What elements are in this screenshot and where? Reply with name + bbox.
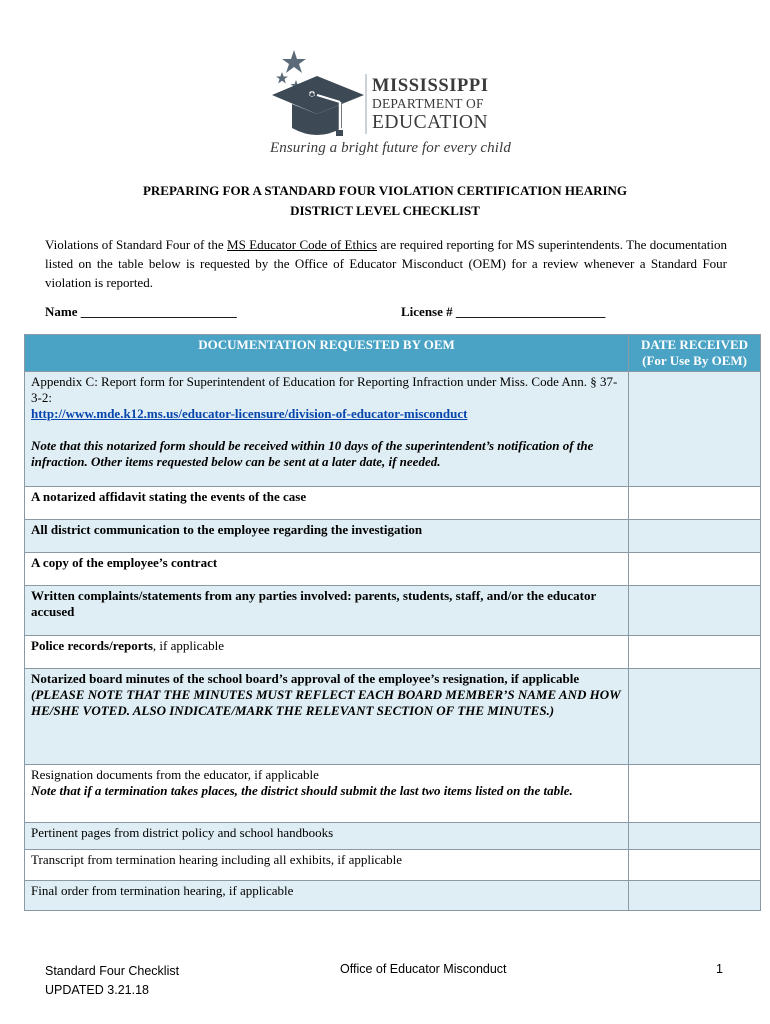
misconduct-division-link[interactable]: http://www.mde.k12.ms.us/educator-licensure/division-of-educator-misconduct bbox=[31, 406, 468, 421]
footer-document-name: Standard Four Checklist bbox=[45, 964, 180, 978]
date-received-cell[interactable] bbox=[629, 372, 761, 487]
date-received-cell[interactable] bbox=[629, 881, 761, 911]
table-row bbox=[25, 487, 761, 520]
table-row bbox=[25, 669, 761, 765]
table-row bbox=[25, 823, 761, 850]
name-field[interactable]: Name ________________________ bbox=[45, 304, 237, 319]
date-received-cell[interactable] bbox=[629, 669, 761, 765]
document-title: PREPARING FOR A STANDARD FOUR VIOLATION CERTIFICATION HEARING bbox=[142, 183, 628, 198]
row-resignation-note: Note that if a termination takes places, the district should submit the last two items listed on the table. bbox=[31, 783, 573, 798]
date-received-cell[interactable] bbox=[629, 850, 761, 881]
row-police-records bbox=[25, 636, 629, 669]
intro-text-after: are required reporting for MS superintendents. The documentation listed on the table below is requested by the Office of Educator Misconduct (OEM) for a review whenever a Standard Four violation is reported. bbox=[45, 237, 727, 290]
table-row bbox=[25, 372, 761, 487]
row-police-records-suffix: , if applicable bbox=[152, 638, 225, 653]
graduation-cap-icon bbox=[272, 76, 364, 136]
logo-line-mississippi: MISSISSIPPI bbox=[372, 76, 489, 96]
header-date-line1: DATE RECEIVED bbox=[641, 337, 749, 352]
table-row bbox=[25, 881, 761, 911]
logo-line-education: EDUCATION bbox=[372, 112, 489, 133]
row-transcript: Transcript from termination hearing including all exhibits, if applicable bbox=[25, 850, 629, 881]
row-appendix-c-note: Note that this notarized form should be received within 10 days of the superintendent’s notification of the infraction. Other items requested below can be sent at a later date, if needed. bbox=[31, 438, 594, 469]
header-documentation: DOCUMENTATION REQUESTED BY OEM bbox=[25, 335, 629, 372]
date-received-cell[interactable] bbox=[629, 553, 761, 586]
footer-updated-date: UPDATED 3.21.18 bbox=[45, 983, 149, 997]
row-written-complaints: Written complaints/statements from any parties involved: parents, students, staff, and/or the educator accused bbox=[25, 586, 629, 636]
row-policy-pages: Pertinent pages from district policy and school handbooks bbox=[25, 823, 629, 850]
header-date-received bbox=[629, 335, 761, 372]
checklist-table bbox=[24, 334, 761, 911]
table-row bbox=[25, 850, 761, 881]
date-received-cell[interactable] bbox=[629, 487, 761, 520]
footer-office: Office of Educator Misconduct bbox=[340, 962, 507, 976]
date-received-cell[interactable] bbox=[629, 520, 761, 553]
intro-paragraph bbox=[45, 235, 727, 292]
row-final-order: Final order from termination hearing, if applicable bbox=[25, 881, 629, 911]
date-received-cell[interactable] bbox=[629, 636, 761, 669]
date-received-cell[interactable] bbox=[629, 823, 761, 850]
logo-line-department: DEPARTMENT OF bbox=[372, 96, 484, 111]
date-received-cell[interactable] bbox=[629, 586, 761, 636]
table-row bbox=[25, 765, 761, 823]
header-date-line2: (For Use By OEM) bbox=[642, 353, 747, 368]
star-icon bbox=[282, 50, 306, 73]
table-header-row bbox=[25, 335, 761, 372]
row-board-minutes bbox=[25, 669, 629, 765]
date-received-cell[interactable] bbox=[629, 765, 761, 823]
row-appendix-c-text: Appendix C: Report form for Superintendent of Education for Reporting Infraction under Miss. Code Ann. § 37-3-2: bbox=[31, 374, 618, 405]
logo-tagline: Ensuring a bright future for every child bbox=[270, 140, 511, 156]
row-board-minutes-text: Notarized board minutes of the school board’s approval of the employee’s resignation, if applicable bbox=[31, 671, 580, 686]
row-police-records-text: Police records/reports bbox=[31, 638, 153, 653]
table-row bbox=[25, 553, 761, 586]
row-resignation bbox=[25, 765, 629, 823]
row-affidavit: A notarized affidavit stating the events of the case bbox=[25, 487, 629, 520]
logo-text bbox=[372, 76, 489, 134]
table-row bbox=[25, 636, 761, 669]
table-row bbox=[25, 520, 761, 553]
code-of-ethics-link[interactable]: MS Educator Code of Ethics bbox=[227, 237, 378, 252]
page-number: 1 bbox=[716, 962, 723, 976]
row-contract: A copy of the employee’s contract bbox=[25, 553, 629, 586]
intro-text-before: Violations of Standard Four of the bbox=[45, 237, 228, 252]
footer-left bbox=[45, 962, 179, 1000]
document-subtitle: DISTRICT LEVEL CHECKLIST bbox=[290, 203, 480, 218]
table-row bbox=[25, 586, 761, 636]
row-district-communication: All district communication to the employee regarding the investigation bbox=[25, 520, 629, 553]
row-board-minutes-note: (PLEASE NOTE THAT THE MINUTES MUST REFLECT EACH BOARD MEMBER’S NAME AND HOW HE/SHE VOTED. ALSO INDICATE/MARK THE RELEVANT SECTION OF THE MINUTES.) bbox=[31, 687, 621, 718]
row-resignation-text: Resignation documents from the educator, if applicable bbox=[31, 767, 319, 782]
license-field[interactable]: License # _______________________ bbox=[401, 304, 606, 319]
row-appendix-c bbox=[25, 372, 629, 487]
